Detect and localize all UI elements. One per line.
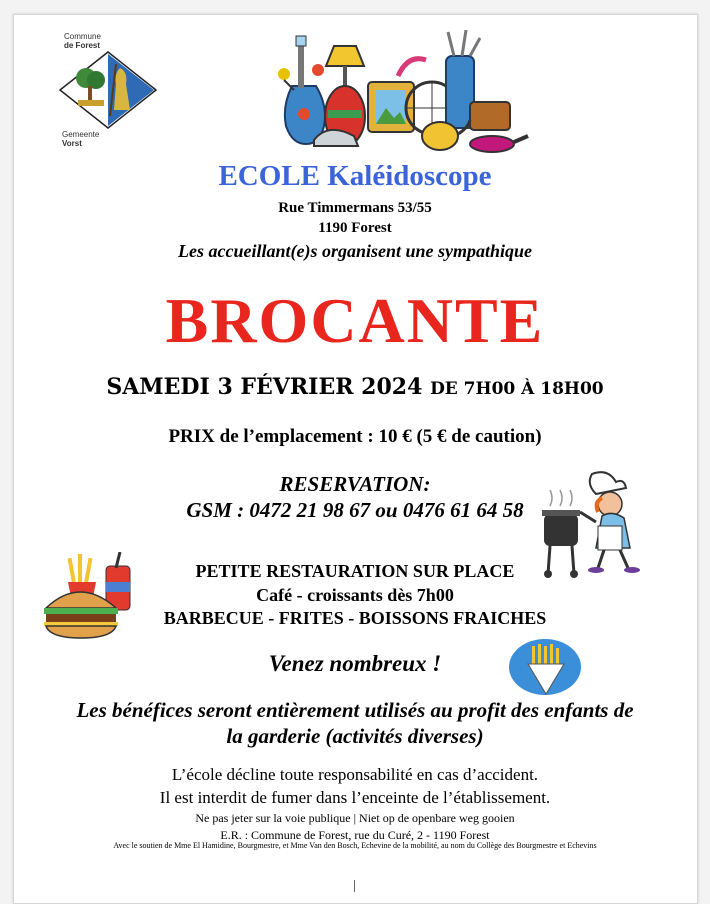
intro-line: Les accueillant(e)s organisent une sympathique [177,241,532,261]
logo-gemeente-text [62,130,99,148]
publisher-notice: E.R. : Commune de Forest, rue du Curé, 2 - 1190 Forest [220,828,490,842]
support-notice: Avec le soutien de Mme El Hamidine, Bourgmestre, et Mme Van den Bosch, Echevine de la mobilité, au nom du Collège des Bourgmestre et Echevins [113,841,597,850]
page-edge-mark [354,880,355,892]
no-litter-notice: Ne pas jeter sur la voie publique | Niet op de openbare weg gooien [195,811,515,825]
disclaimer-smoking: Il est interdit de fumer dans l’enceinte de l’établissement. [159,788,551,807]
commune-logo [58,32,158,152]
flea-market-objects-illustration [270,30,530,154]
logo-commune-text [64,32,101,50]
address-street: Rue Timmermans 53/55 [278,200,432,216]
reservation-phones: GSM : 0472 21 98 67 ou 0476 61 64 58 [186,498,524,522]
benefits-line1: Les bénéfices seront entièrement utilisés au profit des enfants de [76,698,634,722]
logo-commune-line2: de Forest [64,41,101,50]
welcome-line: Venez nombreux ! [268,651,442,676]
food-line-restaurant: PETITE RESTAURATION SUR PLACE [195,561,515,581]
logo-gemeente-line2: Vorst [62,139,82,148]
benefits-line2: la garderie (activités diverses) [226,724,484,748]
pitch-price: PRIX de l’emplacement : 10 € (5 € de caution) [168,426,542,447]
school-name: ECOLE Kaléidoscope [218,160,492,192]
food-line-barbecue: BARBECUE - FRITES - BOISSONS FRAICHES [163,608,547,628]
reservation-label: RESERVATION: [279,472,431,496]
address-city: 1190 Forest [318,220,392,236]
event-title: BROCANTE [165,285,545,356]
event-hours: DE 7H00 À 18H00 [430,379,604,399]
disclaimer-liability: L’école décline toute responsabilité en cas d’accident. [171,765,539,784]
coat-of-arms-icon [58,50,158,130]
logo-commune-line1: Commune [64,32,101,41]
event-date: SAMEDI 3 FÉVRIER 2024 [106,374,423,400]
food-line-coffee: Café - croissants dès 7h00 [256,585,454,605]
event-date-line [0,374,710,400]
logo-gemeente-line1: Gemeente [62,130,100,139]
